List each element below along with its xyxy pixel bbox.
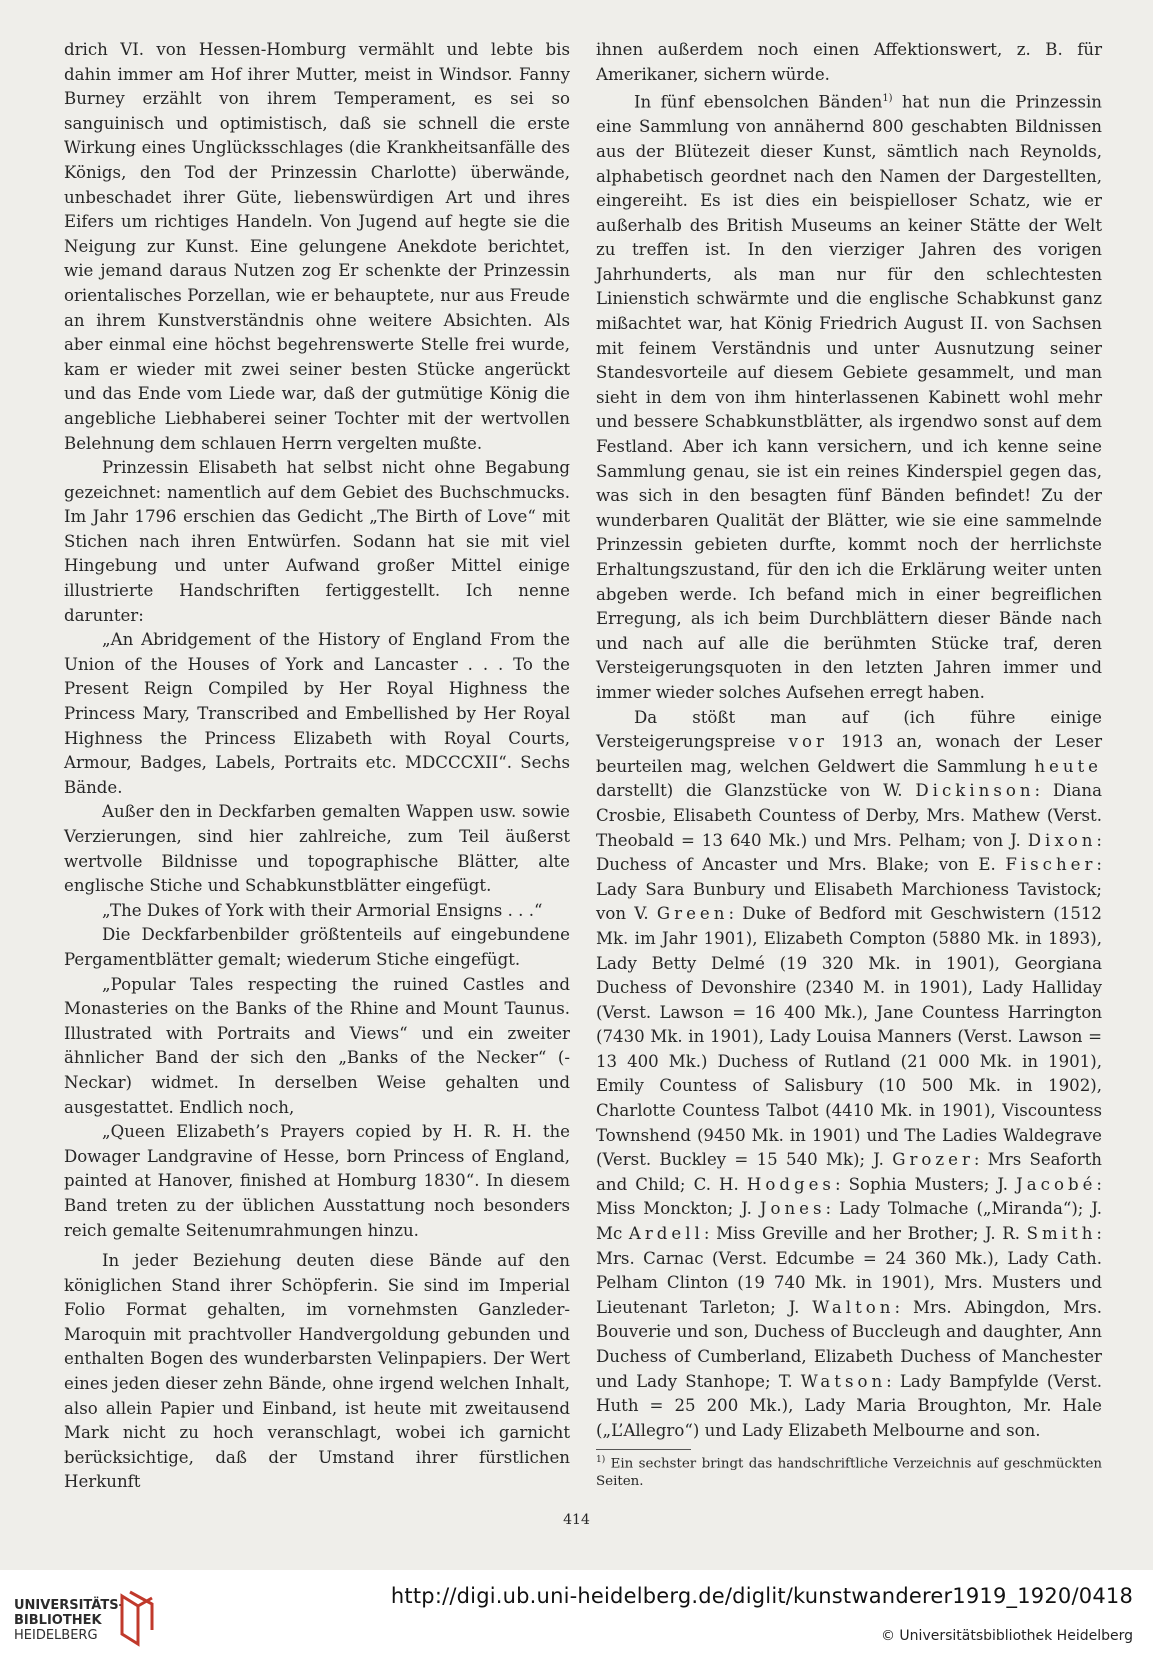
text-run: : Lady Tolmache („Miranda“); J. Mc: [596, 1199, 1102, 1244]
engraver-name: Smith: [1026, 1224, 1097, 1244]
library-name-line: BIBLIOTHEK: [14, 1613, 102, 1628]
spaced-word: heute: [1034, 756, 1102, 776]
paragraph: [596, 87, 1102, 705]
engraver-name: Dickinson: [915, 781, 1035, 801]
engraver-name: Hodges: [746, 1174, 835, 1194]
text-run: 1913 an, wonach der Leser beurteilen mag, welchen Geldwert die Sammlung: [596, 732, 1103, 776]
paragraph: [596, 706, 1102, 1444]
library-name-line: HEIDELBERG: [14, 1628, 98, 1643]
text-run: Da stößt man auf (ich führe einige Versteigerungspreise: [596, 707, 1102, 752]
text-run: darstellt) die Glanzstücke von W.: [596, 781, 916, 801]
text-run: : Mrs. Abingdon, Mrs. Bouverie und son, Duchess of Buccleugh and daughter, Ann Duchess of Cumberland, Elizabeth Duchess of Manchester und Lady Stanhope; T.: [596, 1297, 1103, 1391]
text-run: : Lady Bampfylde (Verst. Huth = 25 200 Mk.), Lady Maria Broughton, Mr. Hale („L’Allegro“) und Lady Elizabeth Melbourne and son.: [596, 1371, 1102, 1440]
text-run: : Miss Monckton; J.: [596, 1174, 1103, 1219]
engraver-name: Green: [656, 904, 729, 924]
engraver-name: Ardell: [628, 1224, 704, 1244]
left-column: [64, 38, 570, 1495]
viewer-footer: [0, 1570, 1153, 1657]
library-name-line: UNIVERSITÄTS-: [14, 1598, 124, 1613]
engraver-name: Watson: [800, 1371, 887, 1391]
paragraph: „An Abridgement of the History of England From the Union of the Houses of York and Lancaster . . . To the Present Reign Compiled by Her Royal Highness the Princess Mary, Transcribed and Embellished by Her Royal Highness the Princess Elizabeth with Royal Courts, Armour, Badges, Labels, Portraits etc. MDCCCXII“. Sechs Bände.: [64, 630, 570, 797]
paragraph: Prinzessin Elisabeth hat selbst nicht ohne Begabung gezeichnet: namentlich auf dem Gebiet des Buchschmucks. Im Jahr 1796 erschien das Gedicht „The Birth of Love“ mit Stichen nach ihren Entwürfen. Sodann hat sie mit viel Hingebung und unter Aufwand großer Mittel einige illustrierte Handschriften fertiggestellt. Ich nenne darunter:: [64, 458, 570, 625]
text-run: : Diana Crosbie, Elisabeth Countess of Derby, Mrs. Mathew (Verst. Theobald = 13 640 Mk.) und Mrs. Pelham; von J.: [596, 781, 1102, 850]
spaced-word: vor: [788, 732, 828, 752]
engraver-name: Dixon: [1027, 830, 1097, 850]
text-run: : Miss Greville and her Brother; J. R.: [703, 1224, 1027, 1244]
engraver-name: Fischer: [1005, 855, 1097, 875]
source-url-link[interactable]: http://digi.ub.uni-heidelberg.de/diglit/kunstwanderer1919_1920/0418: [390, 1584, 1133, 1608]
engraver-name: Grozer: [892, 1150, 974, 1170]
library-logo[interactable]: [14, 1590, 174, 1650]
paragraph: Die Deckfarbenbilder größtenteils auf eingebundene Pergamentblätter gemalt; wiederum Stiche eingefügt.: [64, 925, 570, 969]
engraver-name: Walton: [812, 1297, 895, 1317]
engraver-name: Jacobé: [1016, 1174, 1097, 1194]
paragraph: Außer den in Deckfarben gemalten Wappen usw. sowie Verzierungen, sind hier zahlreiche, zum Teil äußerst wertvolle Bildnisse und topographische Blätter, alte englische Stiche und Schabkunstblätter eingefügt.: [64, 802, 570, 896]
text-run: : Lady Sara Bunbury und Elisabeth Marchioness Tavistock; von V.: [596, 855, 1102, 924]
paragraph: „Popular Tales respecting the ruined Castles and Monasteries on the Banks of the Rhine and Mount Taunus. Illustrated with Portraits and Views“ und ein zweiter ähnlicher Band der sich den „Banks of the Necker“ (-Neckar) widmet. In derselben Weise gehalten und ausgestattet. Endlich noch,: [64, 974, 570, 1117]
footnote-divider: [596, 1449, 691, 1450]
footnote-text: Ein sechster bringt das handschriftliche Verzeichnis auf geschmückten Seiten.: [596, 1456, 1102, 1489]
paragraph: In jeder Beziehung deuten diese Bände auf den königlichen Stand ihrer Schöpferin. Sie sind im Imperial Folio Format gehalten, im vornehmsten Ganzleder-Maroquin mit prachtvoller Handvergoldung gebunden und enthalten Bogen des wunderbarsten Velinpapiers. Der Wert eines jeden dieser zehn Bände, ohne irgend welchen Inhalt, also allein Papier und Einband, ist heute mit zweitausend Mark nicht zu hoch veranschlagt, wobei ich garnicht berücksichtige, daß der Umstand ihrer fürstlichen Herkunft: [64, 1251, 570, 1492]
text-run: : Mrs. Carnac (Verst. Edcumbe = 24 360 Mk.), Lady Cath. Pelham Clinton (19 740 Mk. in 1901), Mrs. Musters und Lieutenant Tarleton; J.: [596, 1224, 1102, 1317]
footnote-mark: 1): [596, 1455, 606, 1466]
paragraph: ihnen außerdem noch einen Affektionswert, z. B. für Amerikaner, sichern würde.: [596, 40, 1102, 84]
copyright-notice: © Universitätsbibliothek Heidelberg: [880, 1628, 1133, 1644]
text-run: In fünf ebensolchen Bänden: [634, 92, 883, 112]
footnote-reference: 1): [882, 93, 893, 105]
right-column: [596, 38, 1102, 1490]
footnote: [596, 1452, 1102, 1489]
text-run: : Duke of Bedford mit Geschwistern (1512 Mk. im Jahr 1901), Elizabeth Compton (5880 Mk. in 1893), Lady Betty Delmé (19 320 Mk. in 1901), Georgiana Duchess of Devonshire (2340 M. in 1901), Lady Halliday (Verst. Lawson = 16 400 Mk.), Jane Countess Harrington (7430 Mk. in 1901), Lady Louisa Manners (Verst. Lawson = 13 400 Mk.) Duchess of Rutland (21 000 Mk. in 1901), Emily Countess of Salisbury (10 500 Mk. in 1902), Charlotte Countess Talbot (4410 Mk. in 1901), Viscountess Townshend (9450 Mk. in 1901) und The Ladies Waldegrave (Verst. Buckley = 15 540 Mk); J.: [596, 904, 1102, 1170]
page-number: 414: [563, 1512, 590, 1528]
engraver-name: Jones: [759, 1199, 826, 1219]
library-emblem-icon: [118, 1590, 158, 1648]
text-run: : Duchess of Ancaster und Mrs. Blake; von E.: [596, 830, 1102, 875]
text-run: : Mrs Seaforth and Child; C. H.: [596, 1150, 1102, 1194]
text-run: hat nun die Prinzessin eine Sammlung von annähernd 800 geschabten Bildnissen aus der Blütezeit dieser Kunst, sämtlich nach Reynolds, alphabetisch geordnet nach den Namen der Dargestellten, eingereiht. Es ist dies ein beispielloser Schatz, wie er außerhalb des British Museums an keiner Stätte der Welt zu treffen ist. In den vierziger Jahren des vorigen Jahrhunderts, als man nur für den schlechtesten Linienstich schwärmte und die englische Schabkunst ganz mißachtet war, hat König Friedrich August II. von Sachsen mit feinem Verständnis und unter Ausnutzung seiner Standesvorteile auf diesem Gebiete gesammelt, und man sieht in dem von ihm hinterlassenen Kabinett wohl mehr und bessere Schabkunstblätter, als irgendwo sonst auf dem Festland. Aber ich kann versichern, und ich kenne seine Sammlung genau, sie ist ein reines Kinderspiel gegen das, was sich in den besagten fünf Bänden befindet! Zu der wunderbaren Qualität der Blätter, wie sie eine sammelnde Prinzessin gebieten durfte, kommt noch der herrlichste Erhaltungszustand, für den ich die Erklärung weiter unten abgeben werde. Ich befand mich in einer begreiflichen Erregung, als ich beim Durchblättern dieser Bände nach und nach auf alle die berühmten Stücke traf, deren Versteigerungsquoten in den letzten Jahren immer und immer wieder solches Aufsehen erregt haben.: [596, 92, 1102, 702]
paragraph: „Queen Elizabeth’s Prayers copied by H. R. H. the Dowager Landgravine of Hesse, born Princess of England, painted at Hanover, finished at Homburg 1830“. In diesem Band treten zu der üblichen Ausstattung noch besonders reich gemalte Seitenumrahmungen hinzu.: [64, 1122, 570, 1240]
paragraph: drich VI. von Hessen-Homburg vermählt und lebte bis dahin immer am Hof ihrer Mutter, meist in Windsor. Fanny Burney erzählt von ihrem Temperament, es sei so sanguinisch und optimistisch, daß sie schnell die erste Wirkung eines Unglücksschlages (die Krankheitsanfälle des Königs, den Tod der Prinzessin Charlotte) überwände, unbeschadet ihrer Güte, liebenswürdigen Art und ihres Eifers um richtiges Handeln. Von Jugend auf hegte sie die Neigung zur Kunst. Eine gelungene Anekdote berichtet, wie jemand daraus Nutzen zog Er schenkte der Prinzessin orientalisches Porzellan, wie er behauptete, nur aus Freude an ihrem Kunstverständnis ohne weitere Absichten. Als aber einmal eine höchst begehrenswerte Stelle frei wurde, kam er wieder mit zwei seiner besten Stücke angerückt und das Ende vom Liede war, daß der gutmütige König die angebliche Liebhaberei seiner Tochter mit der wertvollen Belehnung dem schlauen Herrn vergelten mußte.: [64, 40, 570, 453]
library-name: [14, 1598, 124, 1643]
text-run: : Sophia Musters; J.: [834, 1174, 1017, 1194]
paragraph: „The Dukes of York with their Armorial Ensigns . . .“: [102, 900, 543, 920]
